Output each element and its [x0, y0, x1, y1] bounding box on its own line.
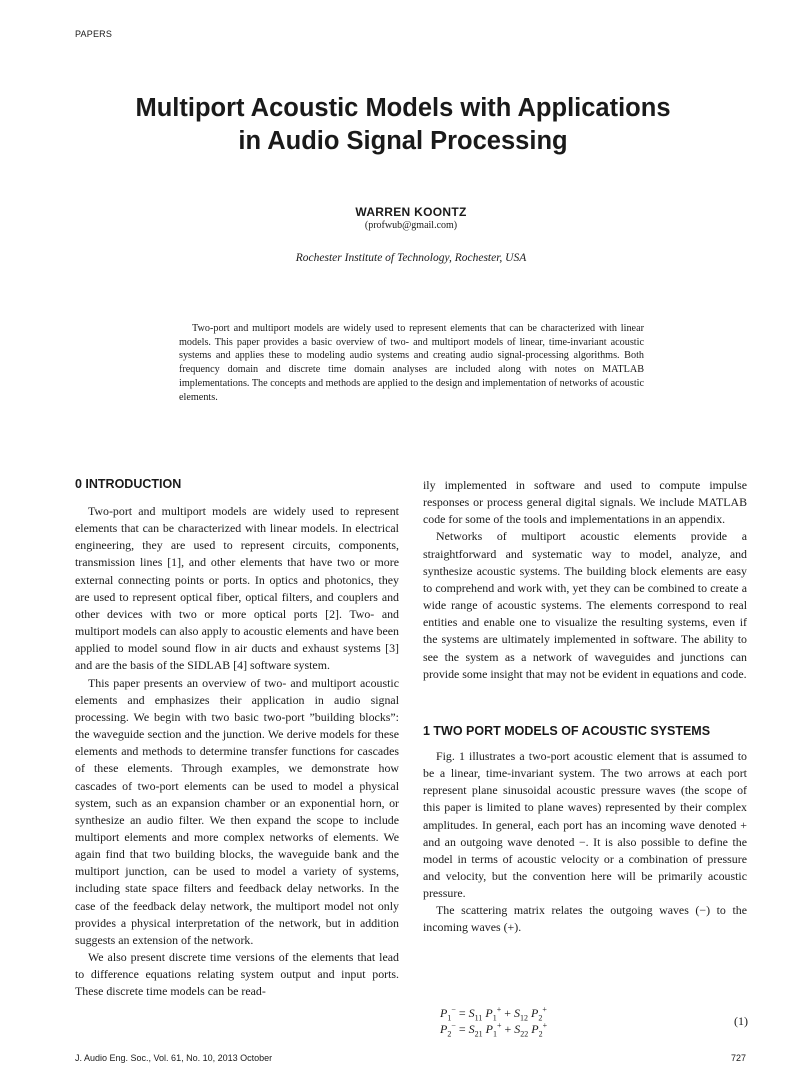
right-column [423, 477, 747, 937]
section1-paragraph-1: Fig. 1 illustrates a two-port acoustic element that is assumed to be a linear, time-invariant system. The two arrows at each port represent plane sinusoidal acoustic pressure waves (the scope of this paper is limited to plane waves) represented by their complex amplitudes. In general, each port has an incoming wave denoted + and an outgoing wave denoted −. It is also possible to define the model in terms of acoustic velocity or a combination of pressure and velocity, but the convention here will be primarily acoustic pressure. [423, 748, 747, 901]
footer-page-number: 727 [730, 1053, 746, 1063]
intro-paragraph-2: This paper presents an overview of two- and multiport acoustic elements and emphasizes their application in audio signal processing. We begin with two basic two-port ”building blocks”: the waveguide section and the junction. We derive models for these elements and methods to determine transfer functions for cascades of these elements. Through examples, we demonstrate how cascades of two-port elements can be used to model a physical system, such as an expansion chamber or an exponential horn, or synthesize an audio filter. We then expand the scope to include multiport elements and more complex networks of elements. We again find that two building blocks, the waveguide bank and the multiport junction, can be used to model a variety of systems, including state space filters and feedback delay networks. In the case of the feedback delay network, the multiport model not only provides a physical interpretation of the network, but in addition suggests an extension of the network. [75, 675, 399, 947]
author-affiliation: Rochester Institute of Technology, Rochester, USA [295, 252, 527, 264]
running-header: PAPERS [75, 29, 113, 39]
section-heading-introduction: 0 INTRODUCTION [75, 477, 182, 491]
equation-line-2: $P_2^- = S_{21}$ $P_1^+ + S_{22}$ $P_2^+$ [440, 1021, 548, 1039]
section-heading-two-port: 1 TWO PORT MODELS OF ACOUSTIC SYSTEMS [423, 723, 711, 738]
intro-paragraph-4: Networks of multiport acoustic elements provide a straightforward and systematic way to model, analyze, and synthesize acoustic systems. The building block elements are easy to comprehend and work with, yet they can be combined to create a wide range of acoustic systems. The elements correspond to real entities and enable one to visualize the resulting systems, even if the systems are ultimately implemented in software. The ability to see the system as a network of waveguides and junctions can provide some insight that may not be evident in equations and code. [423, 529, 747, 681]
title-line-1: Multiport Acoustic Models with Applications [135, 94, 671, 122]
intro-paragraph-1: Two-port and multiport models are widely used to represent elements that can be characterized with linear models. In electrical engineering, they are used to represent circuits, components, transmission lines [1], and other elements that have two or more external connecting points or ports. In optics and photonics, they are used to represent optical fiber, optical filters, and couplers and other devices with two or more optical ports [2]. Two- and multiport models can also apply to acoustic elements and have been applied to model sound flow in air ducts and exhaust systems [3] and are the basis of the SIDLAB [4] software system. [75, 504, 399, 673]
equation-number: (1) [734, 1014, 748, 1028]
title-line-2: in Audio Signal Processing [238, 127, 568, 155]
paper-title [60, 92, 746, 158]
abstract: Two-port and multiport models are widely used to represent elements that can be characterized with linear models. This paper provides a basic overview of two- and multiport models of linear, time-invariant acoustic systems and applies these to modeling audio systems and creating audio signal-processing algorithms. Both frequency domain and discrete time domain analyses are included along with notes on MATLAB implementations. The concepts and methods are applied to the design and implementation of networks of acoustic elements. [179, 323, 644, 403]
equation-line-1: $P_1^- = S_{11}$ $P_1^+ + S_{12}$ $P_2^+$ [440, 1005, 547, 1023]
author-name: WARREN KOONTZ [355, 205, 467, 219]
author-email: (profwub@gmail.com) [364, 220, 458, 231]
footer-journal: J. Audio Eng. Soc., Vol. 61, No. 10, 2013 October [75, 1053, 273, 1063]
equation-1 [440, 1005, 748, 1041]
left-column [75, 476, 399, 1001]
section1-paragraph-2: The scattering matrix relates the outgoing waves (−) to the incoming waves (+). [423, 903, 747, 935]
intro-continuation: ily implemented in software and used to compute impulse responses or process general digital signals. We include MATLAB code for some of the tools and implementations in an appendix. [423, 478, 747, 527]
intro-paragraph-3: We also present discrete time versions of the elements that lead to difference equations relating system output and input ports. These discrete time models can be read- [75, 950, 399, 999]
